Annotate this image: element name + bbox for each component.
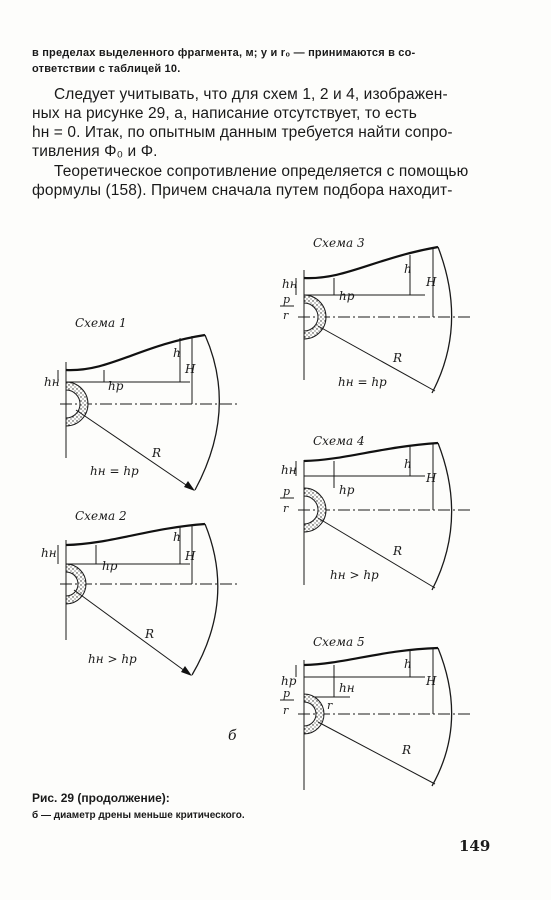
scheme-3-label-hp: hр	[339, 289, 355, 303]
scheme-2-condition: hн > hр	[88, 652, 137, 666]
paragraph-2-line-1: Теоретическое сопротивление определяется с помощью	[54, 163, 469, 180]
scheme-4-label-hn: hн	[281, 463, 297, 477]
scheme-3-title: Схема 3	[313, 236, 365, 250]
page-number: 149	[459, 837, 491, 855]
scheme-4-title: Схема 4	[313, 434, 365, 448]
scheme-3-water-surface	[304, 247, 438, 278]
scheme-2-radius-arrow	[181, 666, 192, 676]
scheme-3-label-hn: hн	[282, 277, 298, 291]
scheme-1-label-R: R	[152, 446, 162, 460]
scheme-4-label-h: h	[404, 457, 412, 471]
scheme-1-label-h: h	[173, 346, 181, 360]
scheme-5-water-surface	[304, 648, 438, 665]
paragraph-1-line-2: ных на рисунке 29, а, написание отсутствует, то есть	[32, 105, 417, 122]
scheme-4-label-hp: hр	[339, 483, 355, 497]
scheme-3	[280, 236, 470, 393]
scheme-5	[280, 635, 470, 790]
scheme-4-label-H: H	[426, 471, 437, 485]
paragraph-1-line-3: hн = 0. Итак, по опытным данным требуется найти сопро-	[32, 124, 453, 141]
scheme-2-water-surface	[66, 524, 205, 545]
scheme-4-label-r: r	[283, 502, 289, 515]
scheme-1-condition: hн = hр	[90, 464, 139, 478]
scheme-4-label-R: R	[393, 544, 403, 558]
scheme-2-label-R: R	[145, 627, 155, 641]
scheme-2-arc	[192, 524, 218, 675]
scheme-1-radius-arrow	[184, 481, 195, 491]
scheme-5-label-r: r	[283, 704, 289, 717]
paragraph-1-line-1: Следует учитывать, что для схем 1, 2 и 4, изображен-	[54, 86, 448, 103]
scheme-2-label-h: h	[173, 530, 181, 544]
scheme-5-label-hp: hр	[281, 674, 297, 688]
scheme-5-label-p: p	[283, 687, 291, 700]
scheme-3-label-r: r	[283, 309, 289, 322]
scheme-1-label-H: H	[185, 362, 196, 376]
scheme-4-label-p: p	[283, 485, 291, 498]
scheme-1-label-hp: hр	[108, 379, 124, 393]
scheme-1-label-hn: hн	[44, 375, 60, 389]
scheme-5-arc	[432, 648, 452, 786]
paragraph-2-line-2: формулы (158). Причем сначала путем подбора находит-	[32, 182, 453, 199]
paragraph-1-line-4: тивления Φ₀ и Φ.	[32, 143, 158, 160]
scheme-4	[280, 434, 470, 590]
scheme-1	[44, 316, 240, 491]
scheme-5-label-r-inner: r	[327, 699, 333, 712]
scheme-1-title: Схема 1	[75, 316, 127, 330]
text-top-line-2: ответствии с таблицей 10.	[32, 63, 181, 75]
scheme-5-title: Схема 5	[313, 635, 365, 649]
figure-caption-title: Рис. 29 (продолжение):	[32, 791, 170, 805]
scheme-4-condition: hн > hр	[330, 568, 379, 582]
scheme-5-label-R: R	[402, 743, 412, 757]
scheme-5-label-hn: hн	[339, 681, 355, 695]
text-top-line-1: в пределах выделенного фрагмента, м; y и r₀ — принимаются в со-	[32, 47, 416, 59]
scheme-3-label-R: R	[393, 351, 403, 365]
scheme-2-label-hn: hн	[41, 546, 57, 560]
scheme-3-condition: hн = hр	[338, 375, 387, 389]
scheme-4-arc	[432, 443, 452, 590]
scheme-3-label-h: h	[404, 262, 412, 276]
scheme-3-label-p: p	[283, 293, 291, 306]
scheme-2-label-H: H	[185, 549, 196, 563]
figure-letter: б	[228, 728, 237, 744]
scheme-2-label-hp: hр	[102, 559, 118, 573]
scheme-5-radius	[318, 722, 435, 784]
scheme-3-arc	[432, 247, 452, 393]
scheme-2-title: Схема 2	[75, 509, 127, 523]
scheme-3-label-H: H	[426, 275, 437, 289]
scheme-1-arc	[195, 335, 219, 490]
figure-caption-text: б — диаметр дрены меньше критического.	[32, 810, 245, 821]
scheme-2	[41, 509, 240, 676]
scheme-5-label-h: h	[404, 657, 412, 671]
scheme-5-label-H: H	[426, 674, 437, 688]
